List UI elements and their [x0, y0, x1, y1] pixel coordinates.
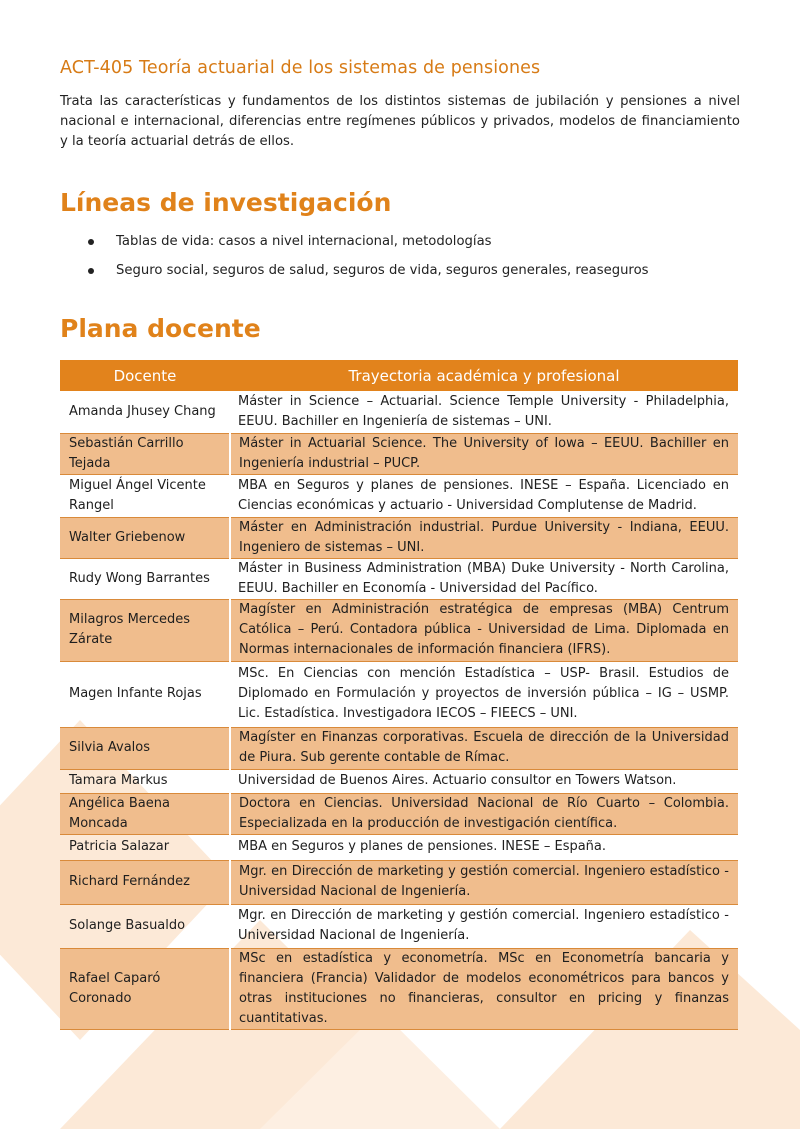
docente-bio: Máster in Actuarial Science. The University of Iowa – EEUU. Bachiller en Ingeniería industrial – PUCP. — [230, 433, 738, 474]
table-row — [60, 558, 738, 599]
docente-name: Magen Infante Rojas — [60, 661, 230, 727]
table-row — [60, 599, 738, 661]
docente-name: Amanda Jhusey Chang — [60, 391, 230, 433]
docente-bio: Magíster en Finanzas corporativas. Escuela de dirección de la Universidad de Piura. Sub gerente contable de Rímac. — [230, 727, 738, 769]
docente-name: Rafael Caparó Coronado — [60, 948, 230, 1029]
docente-bio: MSc en estadística y econometría. MSc en Econometría bancaria y financiera (Francia) Validador de modelos econométricos para bancos y otras instituciones no financieras, consultor en pricing y finanzas cuantitativas. — [230, 948, 738, 1029]
table-row — [60, 517, 738, 558]
docente-bio: MBA en Seguros y planes de pensiones. INESE – España. Licenciado en Ciencias económicas y actuario - Universidad Complutense de Madrid. — [230, 474, 738, 517]
research-lines-list — [88, 232, 649, 290]
docente-bio: Universidad de Buenos Aires. Actuario consultor en Towers Watson. — [230, 769, 738, 793]
docente-name: Tamara Markus — [60, 769, 230, 793]
docente-name: Milagros Mercedes Zárate — [60, 599, 230, 661]
table-row — [60, 860, 738, 904]
docente-name: Sebastián Carrillo Tejada — [60, 433, 230, 474]
list-item-text: Tablas de vida: casos a nivel internacional, metodologías — [116, 234, 492, 249]
docente-name: Miguel Ángel Vicente Rangel — [60, 474, 230, 517]
docente-name: Angélica Baena Moncada — [60, 793, 230, 834]
table-row — [60, 904, 738, 948]
docente-name: Rudy Wong Barrantes — [60, 558, 230, 599]
faculty-table — [60, 360, 738, 1030]
docente-name: Solange Basualdo — [60, 904, 230, 948]
docente-name: Walter Griebenow — [60, 517, 230, 558]
table-row — [60, 834, 738, 860]
docente-bio: Magíster en Administración estratégica de empresas (MBA) Centrum Católica – Perú. Contadora pública - Universidad de Lima. Diplomada en Normas internacionales de información financiera (IFRS). — [230, 599, 738, 661]
docente-name: Richard Fernández — [60, 860, 230, 904]
docente-name: Silvia Avalos — [60, 727, 230, 769]
table-row — [60, 793, 738, 834]
table-row — [60, 391, 738, 433]
table-row — [60, 474, 738, 517]
docente-bio: Doctora en Ciencias. Universidad Nacional de Río Cuarto – Colombia. Especializada en la producción de investigación científica. — [230, 793, 738, 834]
docente-name: Patricia Salazar — [60, 834, 230, 860]
bullet-icon — [88, 268, 94, 274]
docente-bio: Máster en Administración industrial. Purdue University - Indiana, EEUU. Ingeniero de sistemas – UNI. — [230, 517, 738, 558]
research-lines-heading: Líneas de investigación — [60, 188, 392, 217]
docente-bio: Máster in Business Administration (MBA) Duke University - North Carolina, EEUU. Bachiller en Economía - Universidad del Pacífico. — [230, 558, 738, 599]
docente-bio: MSc. En Ciencias con mención Estadística – USP- Brasil. Estudios de Diplomado en Formulación y proyectos de inversión pública – IG – USMP. Lic. Estadística. Investigadora IECOS – FIEECS – UNI. — [230, 661, 738, 727]
table-row — [60, 727, 738, 769]
column-header-docente: Docente — [60, 360, 230, 391]
course-description: Trata las características y fundamentos de los distintos sistemas de jubilación y pensiones a nivel nacional e internacional, diferencias entre regímenes públicos y privados, modelos de financiamiento y la teoría actuarial detrás de ellos. — [60, 94, 740, 149]
docente-bio: Máster in Science – Actuarial. Science Temple University - Philadelphia, EEUU. Bachiller en Ingeniería de sistemas – UNI. — [230, 391, 738, 433]
course-title: ACT-405 Teoría actuarial de los sistemas de pensiones — [60, 58, 541, 78]
table-header-row — [60, 360, 738, 391]
list-item-text: Seguro social, seguros de salud, seguros de vida, seguros generales, reaseguros — [116, 263, 649, 278]
table-row — [60, 433, 738, 474]
column-header-trayectoria: Trayectoria académica y profesional — [230, 360, 738, 391]
faculty-heading: Plana docente — [60, 314, 261, 343]
docente-bio: Mgr. en Dirección de marketing y gestión comercial. Ingeniero estadístico - Universidad Nacional de Ingeniería. — [230, 860, 738, 904]
docente-bio: MBA en Seguros y planes de pensiones. INESE – España. — [230, 834, 738, 860]
list-item — [88, 232, 649, 261]
docente-bio: Mgr. en Dirección de marketing y gestión comercial. Ingeniero estadístico - Universidad Nacional de Ingeniería. — [230, 904, 738, 948]
table-row — [60, 769, 738, 793]
bullet-icon — [88, 239, 94, 245]
list-item — [88, 261, 649, 290]
table-row — [60, 661, 738, 727]
table-row — [60, 948, 738, 1029]
